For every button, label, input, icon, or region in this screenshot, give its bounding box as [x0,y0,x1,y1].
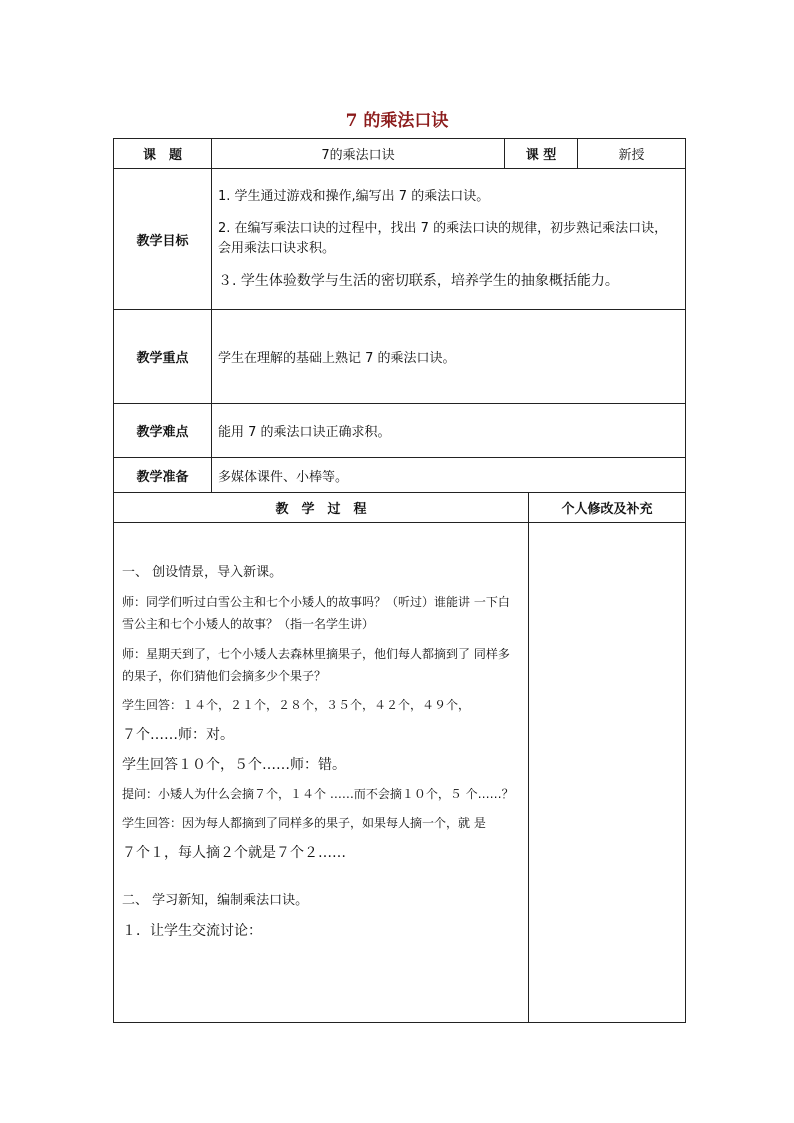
notes-content [529,523,686,1023]
difficulty-label: 教学难点 [114,404,212,458]
preparation-text: 多媒体课件、小棒等。 [212,458,686,493]
process-header-row [114,493,686,523]
goals-label: 教学目标 [114,169,212,310]
process-line: 提问：小矮人为什么会摘７个，１４个 ……而不会摘１０个，５ 个……？ [122,787,514,801]
preparation-label: 教学准备 [114,458,212,493]
key-point-text: 学生在理解的基础上熟记 7 的乘法口诀。 [212,310,686,404]
page-title: 7 的乘法口诀 [345,111,449,131]
process-line: ７个……师：对。 [122,727,234,743]
key-point-label: 教学重点 [114,310,212,404]
goal-item: ３. 学生体验数学与生活的密切联系，培养学生的抽象概括能力。 [218,273,619,289]
process-line: 师：同学们听过白雪公主和七个小矮人的故事吗？（听过）谁能讲 一下白雪公主和七个小矮人的故事？（指一名学生讲） [122,595,510,631]
process-line: 师：星期天到了，七个小矮人去森林里摘果子，他们每人都摘到了 同样多的果子，你们猜他们会摘多少个果子？ [122,647,510,683]
process-content [114,523,529,1023]
type-label: 课 型 [505,139,578,169]
process-line: 学生回答１０个，５个……师：错。 [122,757,346,773]
process-line: 二、 学习新知，编制乘法口诀。 [122,893,309,908]
lesson-plan-table [113,138,686,1023]
difficulty-text: 能用 7 的乘法口诀正确求积。 [212,404,686,458]
goals-row [114,169,686,310]
process-header: 教 学 过 程 [114,493,529,523]
goals-content [212,169,686,310]
topic-row [114,139,686,169]
type-value: 新授 [578,139,686,169]
process-line: 学生回答：１４个，２１个，２８个，３５个，４２个，４９个， [122,698,471,712]
process-line: 学生回答：因为每人都摘到了同样多的果子，如果每人摘一个，就 是 [122,816,486,830]
goal-item: 2. 在编写乘法口诀的过程中，找出 7 的乘法口诀的规律，初步熟记乘法口诀，会用乘法口诀求积。 [218,221,668,256]
goal-item: 1. 学生通过游戏和操作,编写出 7 的乘法口诀。 [218,189,490,204]
preparation-row [114,458,686,493]
process-row [114,523,686,1023]
key-point-row [114,310,686,404]
topic-value: 7的乘法口诀 [212,139,505,169]
notes-header: 个人修改及补充 [529,493,686,523]
process-line: 一、 创设情景，导入新课。 [122,565,283,580]
topic-label: 课 题 [114,139,212,169]
difficulty-row [114,404,686,458]
process-line: ７个１，每人摘２个就是７个２…… [122,845,346,861]
process-line: １．让学生交流讨论： [122,923,262,939]
